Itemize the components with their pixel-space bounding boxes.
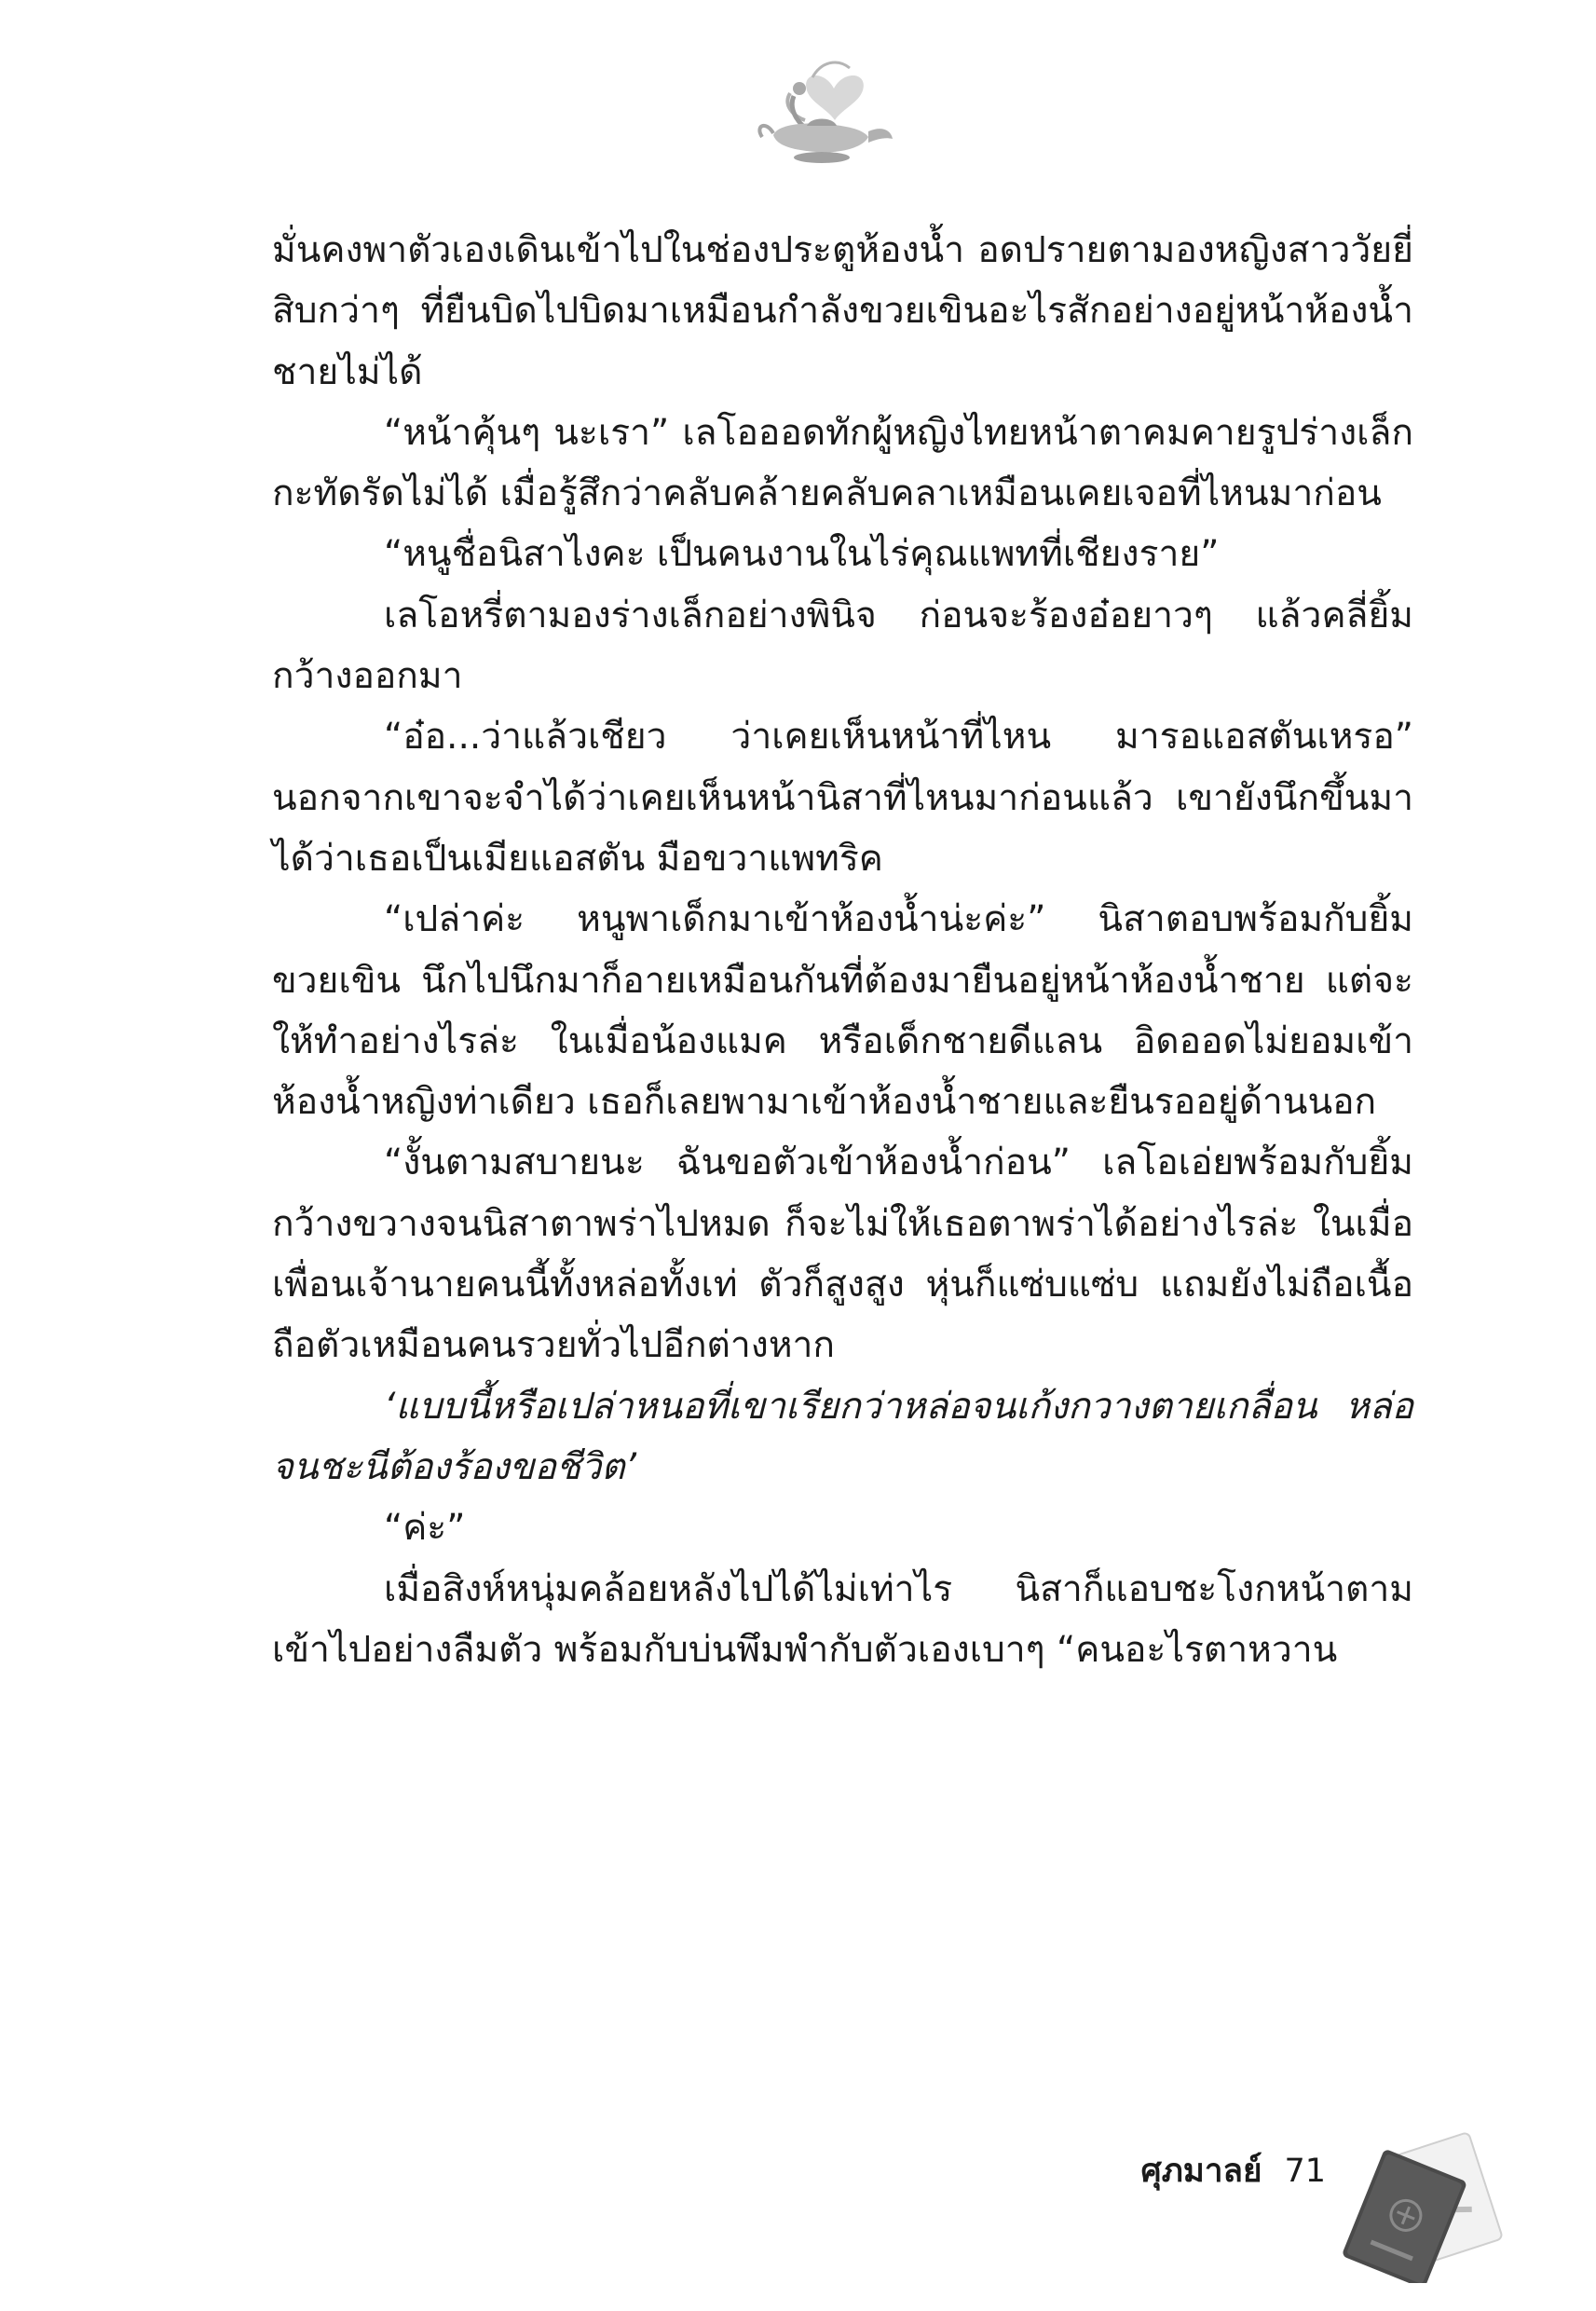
story-body xyxy=(272,220,1413,1680)
genie-lamp-icon xyxy=(745,51,904,172)
paragraph: “อ๋อ...ว่าแล้วเชียว ว่าเคยเห็นหน้าที่ไหน มารอแอสตันเหรอ” นอกจากเขาจะจำได้ว่าเคยเห็นหน้านิสาที่ไหนมาก่อนแล้ว เขายังนึกขึ้นมาได้ว่าเธอเป็นเมียแอสตัน มือขวาแพทริค xyxy=(272,716,1413,880)
paragraph: “ค่ะ” xyxy=(384,1507,466,1550)
paragraph: “หน้าคุ้นๆ นะเรา” เลโอออดทักผู้หญิงไทยหน้าตาคมคายรูปร่างเล็กกะทัดรัดไม่ได้ เมื่อรู้สึกว่าคลับคล้ายคลับคลาเหมือนเคยเจอที่ไหนมาก่อน xyxy=(272,411,1413,515)
paragraph: มั่นคงพาตัวเองเดินเข้าไปในช่องประตูห้องน้ำ อดปรายตามองหญิงสาววัยยี่สิบกว่าๆ ที่ยืนบิดไปบิดมาเหมือนกำลังขวยเขินอะไรสักอย่างอยู่หน้าห้องน้ำชายไม่ได้ xyxy=(272,229,1413,393)
passport-icon xyxy=(1342,2125,1509,2283)
paragraph: เมื่อสิงห์หนุ่มคล้อยหลังไปได้ไม่เท่าไร นิสาก็แอบชะโงกหน้าตามเข้าไปอย่างลืมตัว พร้อมกับบ่นพึมพำกับตัวเองเบาๆ “คนอะไรตาหวาน xyxy=(272,1567,1413,1671)
paragraph: “เปล่าค่ะ หนูพาเด็กมาเข้าห้องน้ำน่ะค่ะ” นิสาตอบพร้อมกับยิ้มขวยเขิน นึกไปนึกมาก็อายเหมือนกันที่ต้องมายืนอยู่หน้าห้องน้ำชาย แต่จะให้ทำอย่างไรล่ะ ในเมื่อน้องแมค หรือเด็กชายดีแลน อิดออดไม่ยอมเข้าห้องน้ำหญิงท่าเดียว เธอก็เลยพามาเข้าห้องน้ำชายและยืนรออยู่ด้านนอก xyxy=(272,898,1413,1124)
page-number: 71 xyxy=(1284,2153,1326,2190)
page-footer xyxy=(1140,2151,1326,2192)
paragraph: เลโอหรี่ตามองร่างเล็กอย่างพินิจ ก่อนจะร้องอ๋อยาวๆ แล้วคลี่ยิ้มกว้างออกมา xyxy=(272,594,1413,698)
paragraph: “งั้นตามสบายนะ ฉันขอตัวเข้าห้องน้ำก่อน” เลโอเอ่ยพร้อมกับยิ้มกว้างขวางจนนิสาตาพร่าไปหมด ก็จะไม่ให้เธอตาพร่าได้อย่างไรล่ะ ในเมื่อเพื่อนเจ้านายคนนี้ทั้งหล่อทั้งเท่ ตัวก็สูงสูง หุ่นก็แซ่บแซ่บ แถมยังไม่ถือเนื้อถือตัวเหมือนคนรวยทั่วไปอีกต่างหาก xyxy=(272,1142,1413,1367)
author-name: ศุภมาลย์ xyxy=(1140,2153,1262,2190)
paragraph: “หนูชื่อนิสาไงคะ เป็นคนงานในไร่คุณแพทที่เชียงราย” xyxy=(384,533,1220,576)
paragraph-inner-thought: ‘แบบนี้หรือเปล่าหนอที่เขาเรียกว่าหล่อจนเก้งกวางตายเกลื่อน หล่อจนชะนีต้องร้องขอชีวิต’ xyxy=(272,1385,1413,1488)
